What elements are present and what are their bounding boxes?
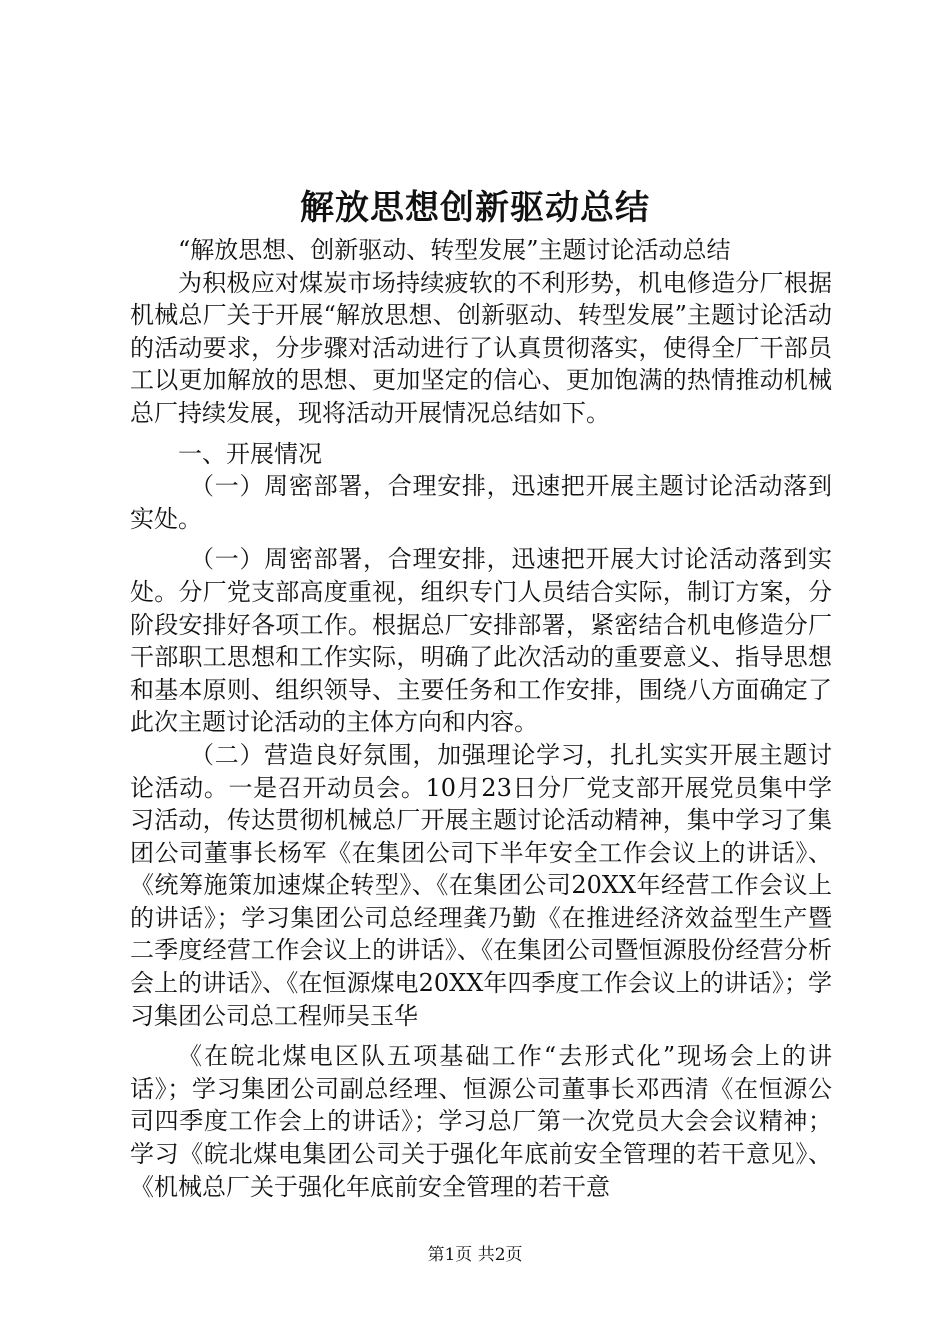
paragraph-study: （二）营造良好氛围，加强理论学习，扎扎实实开展主题讨论活动。一是召开动员会。10月23日分厂党支部开展党员集中学习活动，传达贯彻机械总厂开展主题讨论活动精神，集中学习了集团公司董事长杨军《在集团公司下半年安全工作会议上的讲话》、《统筹施策加速煤企转型》、《在集团公司20XX年经营工作会议上的讲话》；学习集团公司总经理龚乃勤《在推进经济效益型生产暨二季度经营工作会议上的讲话》、《在集团公司暨恒源股份经营分析会上的讲话》、《在恒源煤电20XX年四季度工作会议上的讲话》；学习集团公司总工程师吴玉华 — [130, 740, 832, 1030]
paragraph-deployment: （一）周密部署，合理安排，迅速把开展大讨论活动落到实处。分厂党支部高度重视，组织专门人员结合实际，制订方案，分阶段安排好各项工作。根据总厂安排部署，紧密结合机电修造分厂干部职工思想和工作实际，明确了此次活动的重要意义、指导思想和基本原则、组织领导、主要任务和工作安排，围绕八方面确定了此次主题讨论活动的主体方向和内容。 — [130, 545, 832, 737]
paragraph-intro: 为积极应对煤炭市场持续疲软的不利形势，机电修造分厂根据机械总厂关于开展“解放思想、创新驱动、转型发展”主题讨论活动的活动要求，分步骤对活动进行了认真贯彻落实，使得全厂干部员工以更加解放的思想、更加坚定的信心、更加饱满的热情推动机械总厂持续发展，现将活动开展情况总结如下。 — [130, 268, 832, 427]
section-heading: 一、开展情况 — [178, 439, 322, 468]
document-title: 解放思想创新驱动总结 — [300, 188, 650, 228]
paragraph-subtitle: “解放思想、创新驱动、转型发展”主题讨论活动总结 — [178, 236, 731, 264]
page-number: 第1页 共2页 — [427, 1245, 523, 1265]
paragraph-study-continued: 《在皖北煤电区队五项基础工作“去形式化”现场会上的讲话》；学习集团公司副总经理、恒源公司董事长邓西清《在恒源公司四季度工作会上的讲话》；学习总厂第一次党员大会会议精神；学习《皖北煤电集团公司关于强化年底前安全管理的若干意见》、《机械总厂关于强化年底前安全管理的若干意 — [130, 1042, 832, 1201]
subsection-heading: （一）周密部署，合理安排，迅速把开展主题讨论活动落到实处。 — [130, 472, 832, 533]
document-body — [130, 234, 832, 1203]
